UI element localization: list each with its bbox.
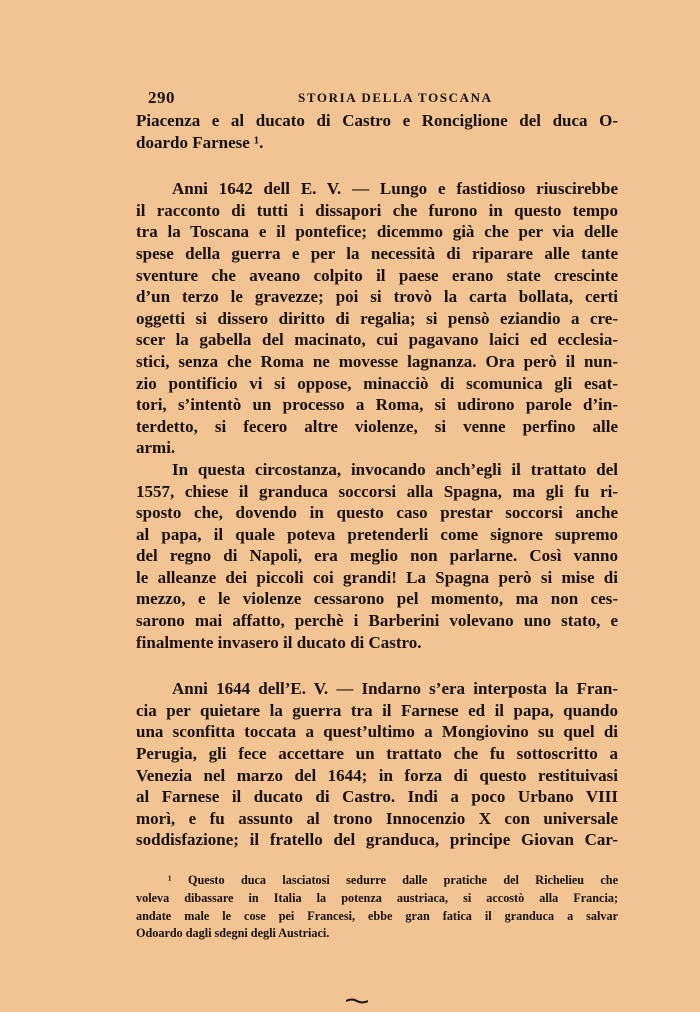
ornament-mark-icon	[346, 998, 368, 1004]
text-line: scer la gabella del macinato, cui pagavano laici ed ecclesia-	[136, 330, 618, 350]
text-line: una sconfitta toccata a quest’ultimo a Mongiovino su quel di	[136, 722, 618, 742]
body-text	[136, 110, 618, 851]
text-line: Anni 1644 dell’E. V. — Indarno s’era interposta la Fran-	[172, 679, 618, 699]
footnote-line: Odoardo dagli sdegni degli Austriaci.	[136, 926, 330, 941]
text-line: sposto che, dovendo in questo caso prestar soccorsi anche	[136, 503, 618, 523]
footnote-line: andate male le cose pei Francesi, ebbe gran fatica il granduca a salvar	[136, 908, 618, 923]
text-line: oggetti si dissero diritto di regalia; si pensò eziandio a cre-	[136, 308, 618, 328]
paragraph	[136, 178, 618, 459]
text-line: spese della guerra e per la necessità di riparare alle tante	[136, 243, 618, 263]
footnote	[136, 872, 618, 943]
text-line: le alleanze dei piccoli coi grandi! La Spagna però si mise di	[136, 567, 618, 587]
text-line: Venezia nel marzo del 1644; in forza di questo restituivasi	[136, 765, 618, 785]
text-line: morì, e fu assunto al trono Innocenzio X con universale	[136, 808, 618, 828]
text-line: sarono mai affatto, perchè i Barberini volevano uno stato, e	[136, 611, 618, 631]
text-line: doardo Farnese ¹.	[136, 132, 264, 152]
text-line: finalmente invasero il ducato di Castro.	[136, 632, 422, 652]
text-line: sventure che aveano colpito il paese erano state crescinte	[136, 265, 618, 285]
text-line: terdetto, si fecero altre violenze, si venne perfino alle	[136, 416, 618, 436]
text-line: mezzo, e le violenze cessarono pel momento, ma non ces-	[136, 589, 618, 609]
text-line: Perugia, gli fece accettare un trattato che fu sottoscritto a	[136, 744, 618, 764]
text-line: soddisfazione; il fratello del granduca, principe Giovan Car-	[136, 830, 618, 850]
paragraph	[136, 459, 618, 653]
text-line: tra la Toscana e il pontefice; dicemmo già che per via delle	[136, 222, 618, 242]
text-line: 1557, chiese il granduca soccorsi alla Spagna, ma gli fu ri-	[136, 481, 618, 501]
text-line: stici, senza che Roma ne movesse lagnanza. Ora però il nun-	[136, 351, 618, 371]
footnote-line: ¹ Questo duca lasciatosi sedurre dalle pratiche del Richelieu che	[168, 873, 618, 887]
page-number: 290	[148, 88, 175, 107]
page-header	[148, 88, 618, 108]
text-line: al Farnese il ducato di Castro. Indi a poco Urbano VIII	[136, 787, 618, 807]
text-line: In questa circostanza, invocando anch’egli il trattato del	[172, 459, 618, 479]
text-line: Piacenza e al ducato di Castro e Ronciglione del duca O-	[136, 111, 618, 130]
paragraph	[136, 678, 618, 851]
text-line: del regno di Napoli, era meglio non parlarne. Così vanno	[136, 546, 618, 566]
text-line: zio pontificio vi si oppose, minacciò di scomunica gli esat-	[136, 373, 618, 393]
text-line: d’un terzo le gravezze; poi si trovò la carta bollata, certi	[136, 287, 618, 307]
text-line: cia per quietare la guerra tra il Farnese ed il papa, quando	[136, 700, 618, 720]
text-line: armi.	[136, 438, 176, 458]
text-line: al papa, il quale poteva pretenderli come signore supremo	[136, 524, 618, 544]
footnote-line: voleva dibassare in Italia la potenza austriaca, si accostò alla Francia;	[136, 890, 618, 905]
text-line: Anni 1642 dell E. V. — Lungo e fastidioso riuscirebbe	[172, 179, 618, 199]
running-head: STORIA DELLA TOSCANA	[298, 90, 493, 105]
text-line: tori, s’intentò un processo a Roma, si udirono parole d’in-	[136, 395, 618, 415]
text-line: il racconto di tutti i dissapori che furono in questo tempo	[136, 200, 618, 220]
paragraph	[136, 110, 618, 153]
